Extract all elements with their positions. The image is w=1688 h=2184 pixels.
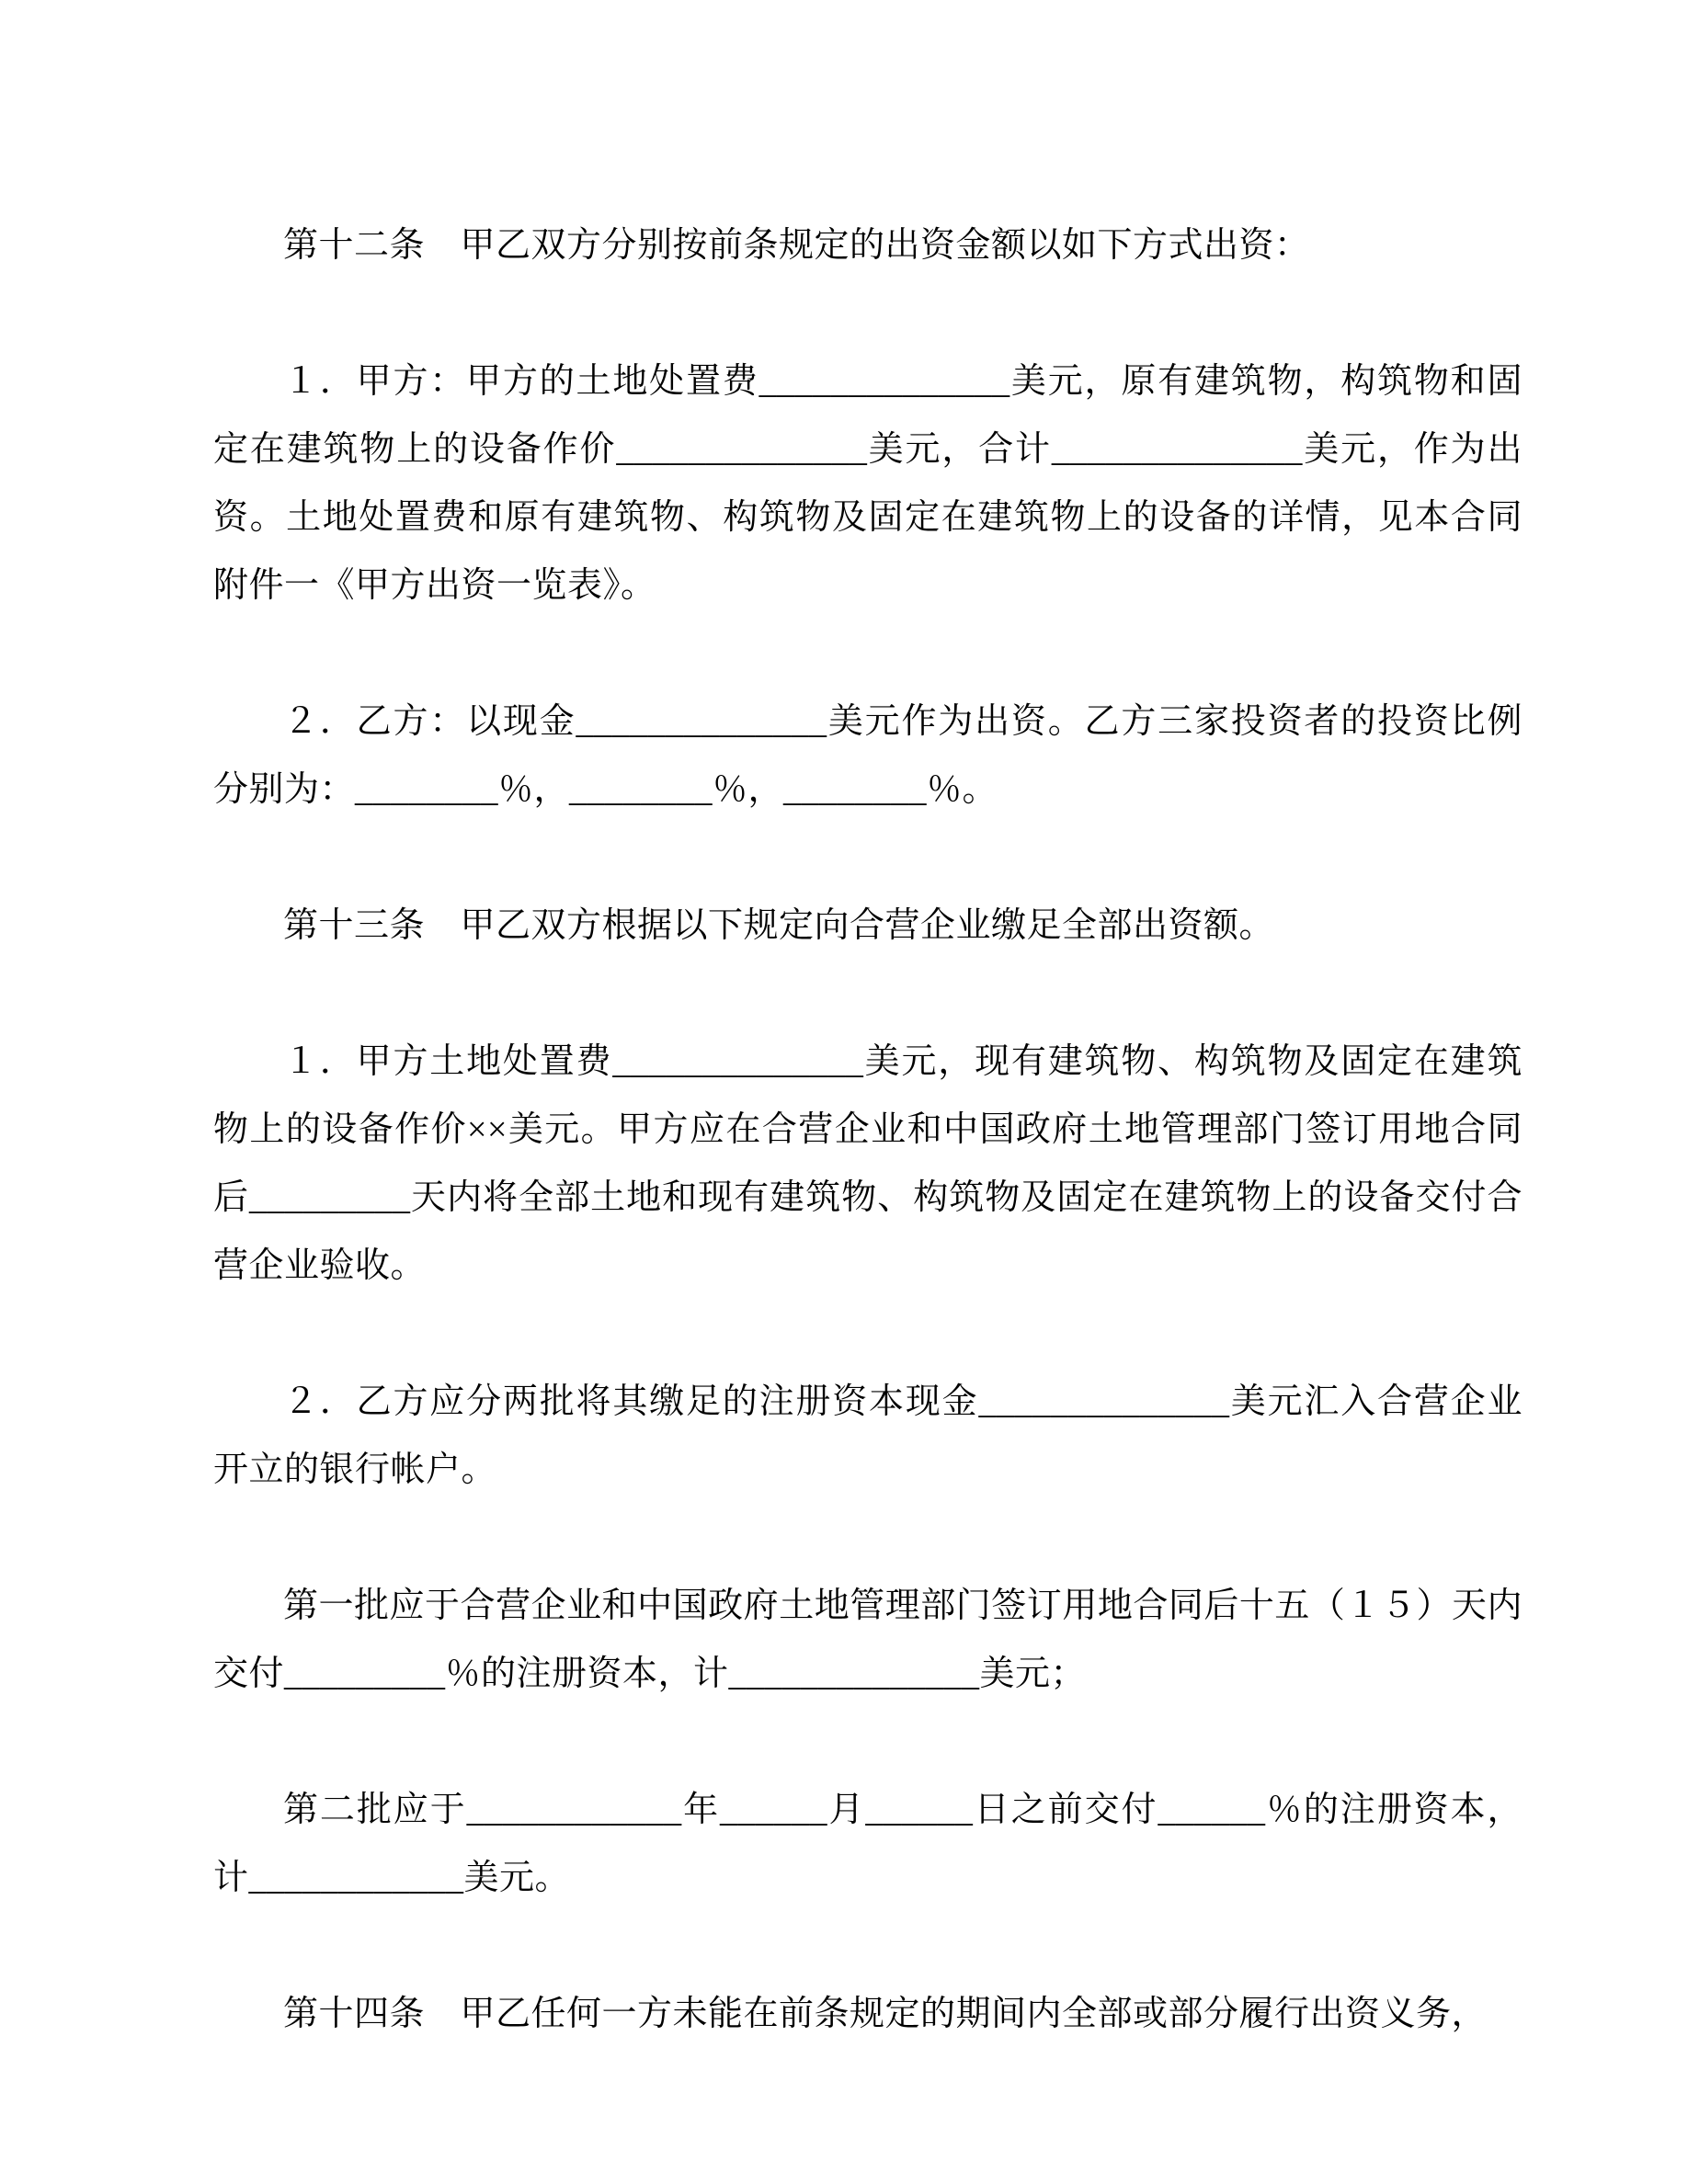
paragraph-clause-12-heading: 第十二条 甲乙双方分别按前条规定的出资金额以如下方式出资： — [283, 226, 1310, 265]
paragraph-clause-14-heading: 第十四条 甲乙任何一方未能在前条规定的期间内全部或部分履行出资义务， — [283, 1995, 1488, 2033]
paragraph-clause-13-item-1-party-a: １．甲方土地处置费______________美元，现有建筑物、构筑物及固定在建筑物上的设备作价××美元。甲方应在合营企业和中国政府土地管理部门签订用地合同后_________天内将全部土地和现有建筑物、构筑物及固定在建筑物上的设备交付合营企业验收。 — [213, 1042, 1523, 1285]
paragraph-clause-13-heading: 第十三条 甲乙双方根据以下规定向合营企业缴足全部出资额。 — [283, 906, 1275, 945]
paragraph-clause-13-item-2-party-b: ２．乙方应分两批将其缴足的注册资本现金______________美元汇入合营企业开立的银行帐户。 — [213, 1382, 1523, 1489]
paragraph-clause-13-second-batch: 第二批应于____________年______月______日之前交付______％的注册资本，计____________美元。 — [213, 1791, 1523, 1897]
paragraph-clause-13-first-batch: 第一批应于合营企业和中国政府土地管理部门签订用地合同后十五（１５）天内交付_________％的注册资本，计______________美元； — [213, 1587, 1523, 1693]
paragraph-clause-12-item-1-party-a: １．甲方：甲方的土地处置费______________美元，原有建筑物，构筑物和固定在建筑物上的设备作价______________美元，合计______________美元，作为出资。土地处置费和原有建筑物、构筑物及固定在建筑物上的设备的详情，见本合同附件一《甲方出资一览表》。 — [213, 362, 1523, 605]
paragraph-clause-12-item-2-party-b: ２．乙方：以现金______________美元作为出资。乙方三家投资者的投资比例分别为：________％，________％，________％。 — [213, 702, 1523, 809]
